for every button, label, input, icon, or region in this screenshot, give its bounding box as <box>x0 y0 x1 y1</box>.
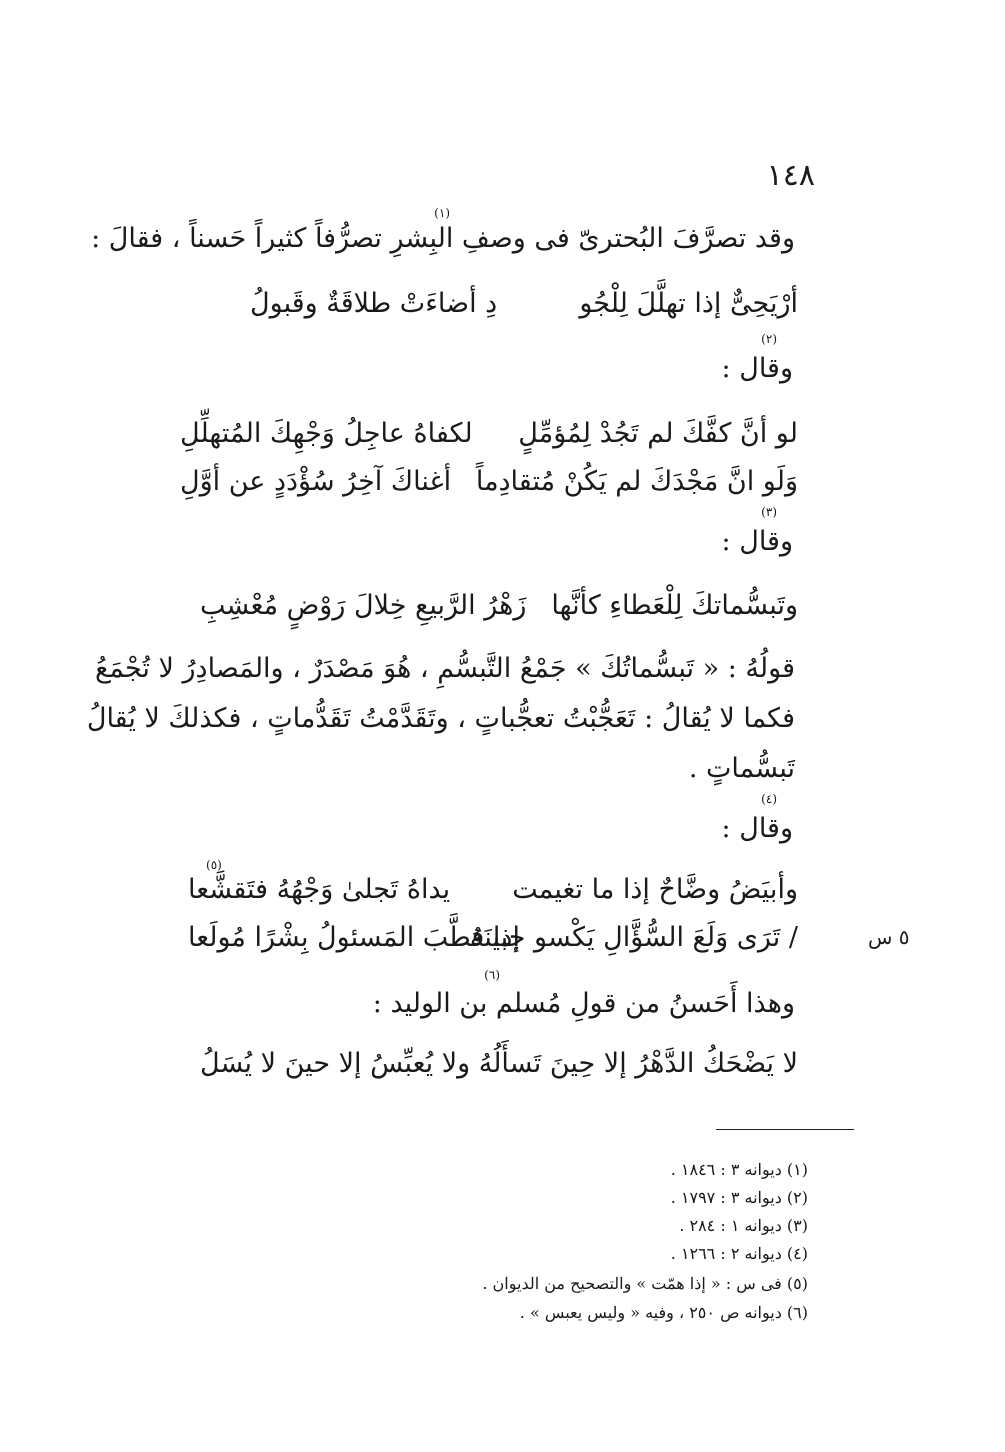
verse-1-second-hemistich: دِ أضاءَتْ طلاقَةٌ وقَبولُ <box>250 288 498 319</box>
verse-4-second-hemistich: زَهْرُ الرَّبيعِ خِلالَ رَوْضٍ مُعْشِبِ <box>200 590 527 621</box>
said-heading-4: وقال : <box>721 813 793 844</box>
said-heading-2: وقال : <box>721 353 793 384</box>
commentary-line-1: قولُهُ : « تَبسُّماتُكَ » جَمْعُ التَّبسُّمِ ، هُوَ مَصْدَرٌ ، والمَصادِرُ لا تُجْمَعُ <box>95 653 795 684</box>
verse-6-second-hemistich: إذا قطَّبَ المَسئولُ بِشْرًا مُولَعا <box>188 922 520 953</box>
verse-1 <box>250 288 798 328</box>
page-number: ١٤٨ <box>766 158 815 193</box>
footnote-ref-6: (٦) <box>484 968 500 982</box>
footnote-ref-3: (٣) <box>761 505 777 519</box>
verse-6 <box>188 922 798 962</box>
verse-2-second-hemistich: لكفاهُ عاجِلُ وَجْهِكَ المُتهلِّلِ <box>180 418 473 449</box>
footnote-ref-4: (٤) <box>761 792 777 806</box>
verse-5-first-hemistich: وأبيَضُ وضَّاحٌ إذا ما تغيمت <box>512 874 798 905</box>
verse-3 <box>180 466 798 506</box>
verse-2 <box>180 418 798 458</box>
footnote-3: (٣) ديوانه ١ : ٢٨٤ . <box>679 1216 808 1235</box>
verse-6-first-hemistich: / تَرَى وَلَعَ السُّؤَّالِ يَكْسو جبينَهُ <box>469 922 798 953</box>
footnote-4: (٤) ديوانه ٢ : ١٢٦٦ . <box>670 1244 808 1263</box>
verse-3-first-hemistich: وَلَو انَّ مَجْدَكَ لم يَكُنْ مُتقادِماً <box>475 466 798 497</box>
footnote-1: (١) ديوانه ٣ : ١٨٤٦ . <box>670 1160 808 1179</box>
muslim-intro: وهذا أَحَسنُ من قولِ مُسلم بن الوليد : <box>372 988 795 1019</box>
footnote-separator <box>716 1129 854 1130</box>
verse-7-second-hemistich: ولا يُعبِّسُ إلا حينَ لا يُسَلُ <box>200 1048 471 1079</box>
verse-7 <box>200 1048 798 1088</box>
commentary-line-3: تَبسُّماتٍ . <box>688 753 795 784</box>
verse-4 <box>200 590 798 630</box>
verse-5-second-hemistich: يداهُ تَجلىٰ وَجْهُهُ فتَقشَّعا <box>188 874 451 905</box>
margin-note: ٥ س <box>868 925 910 949</box>
verse-2-first-hemistich: لو أنَّ كفَّكَ لم تَجُدْ لِمُؤمِّلٍ <box>518 418 798 449</box>
verse-7-first-hemistich: لا يَضْحَكُ الدَّهْرُ إلا حِينَ تَسأَلُهُ <box>478 1048 798 1079</box>
footnote-ref-2: (٢) <box>761 332 777 346</box>
verse-1-first-hemistich: أرْيَحِىٌّ إذا تهلَّلَ لِلْجُو <box>579 288 798 319</box>
verse-5 <box>188 874 798 914</box>
footnote-2: (٢) ديوانه ٣ : ١٧٩٧ . <box>670 1188 808 1207</box>
footnote-5: (٥) فى س : « إذا همّت » والتصحيح من الديوان . <box>482 1274 808 1293</box>
footnote-6: (٦) ديوانه ص ٢٥٠ ، وفيه « وليس يعبس » . <box>519 1303 808 1322</box>
verse-3-second-hemistich: أغناكَ آخِرُ سُؤْدَدٍ عن أوَّلِ <box>180 466 452 497</box>
intro-paragraph: وقد تصرَّفَ البُحترىّ فى وصفِ البِشرِ تصرُّفاً كثيراً حَسناً ، فقالَ : <box>91 223 795 254</box>
verse-4-first-hemistich: وتَبسُّماتكَ لِلْعَطاءِ كأنَّها <box>551 590 798 621</box>
footnote-ref-5: (٥) <box>206 858 222 872</box>
commentary-line-2: فكما لا يُقالُ : تَعَجُّبْتُ تعجُّباتٍ ، وتَقَدَّمْتُ تَقَدُّماتٍ ، فكذلكَ لا يُقالُ <box>86 703 795 734</box>
said-heading-3: وقال : <box>721 526 793 557</box>
footnote-ref-1: (١) <box>434 206 450 220</box>
